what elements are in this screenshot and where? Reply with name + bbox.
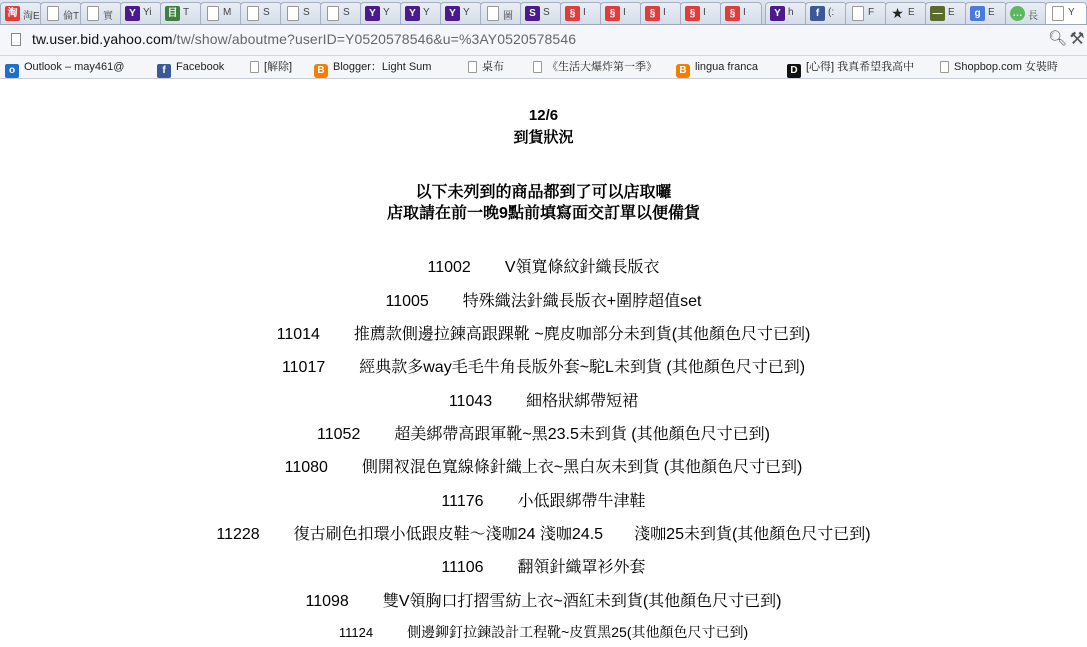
tab-label: Yi bbox=[143, 7, 152, 18]
outlook-icon: o bbox=[5, 64, 19, 78]
item-desc: 經典款多way毛毛牛角長版外套~駝L未到貨 (其他顏色尺寸已到) bbox=[359, 359, 806, 376]
browser-tab[interactable] bbox=[80, 2, 122, 24]
red-icon: § bbox=[685, 6, 700, 21]
bookmark-blogger[interactable] bbox=[314, 59, 431, 75]
item-code: 11080 bbox=[284, 459, 328, 476]
tab-label: F bbox=[868, 7, 875, 18]
tab-label: S bbox=[343, 7, 350, 18]
bookmark-label: 《生活大爆炸第一季》 bbox=[547, 61, 657, 73]
browser-tab[interactable] bbox=[680, 2, 722, 24]
list-item bbox=[0, 354, 1087, 377]
tab-label: h bbox=[788, 7, 794, 18]
tab-label: M bbox=[223, 7, 232, 18]
page-icon bbox=[11, 33, 21, 46]
browser-tab[interactable] bbox=[1005, 2, 1047, 24]
list-item bbox=[0, 521, 1087, 544]
blogger-icon: B bbox=[676, 64, 690, 78]
bookmarks-bar bbox=[0, 56, 1087, 79]
bookmark-label: Blogger：Light Sum bbox=[333, 61, 432, 73]
tab-label: I bbox=[663, 7, 666, 18]
tab-label: I bbox=[623, 7, 626, 18]
bookmark-blogger[interactable] bbox=[676, 59, 758, 75]
bookmark-label: Shopbop.com 女裝時 bbox=[954, 61, 1058, 73]
google-icon: g bbox=[970, 6, 985, 21]
wrench-icon[interactable]: ⚒ bbox=[1069, 29, 1085, 48]
item-code: 11005 bbox=[385, 293, 429, 310]
tab-label: Y bbox=[1068, 7, 1075, 18]
item-desc: 推薦款側邊拉鍊高跟踝靴 ~麂皮咖部分未到貨(其他顏色尺寸已到) bbox=[353, 326, 811, 343]
dark-icon: — bbox=[930, 6, 945, 21]
yahoo-icon: Y bbox=[770, 6, 785, 21]
browser-tab[interactable] bbox=[120, 2, 162, 24]
page-date: 12/6 bbox=[528, 107, 559, 124]
item-code: 11014 bbox=[276, 326, 320, 343]
tab-label: T bbox=[183, 7, 190, 18]
bookmark-item[interactable] bbox=[250, 59, 292, 75]
list-item bbox=[0, 588, 1087, 611]
bookmark-facebook[interactable] bbox=[157, 59, 224, 75]
browser-tab[interactable] bbox=[440, 2, 482, 24]
list-item bbox=[0, 488, 1087, 511]
page-icon bbox=[287, 6, 299, 21]
browser-tab[interactable] bbox=[0, 2, 42, 24]
wechat-icon: … bbox=[1010, 6, 1025, 21]
item-code: 11124 bbox=[338, 625, 374, 640]
bookmark-label: lingua franca bbox=[695, 61, 758, 73]
item-desc: 側邊鉚釘拉鍊設計工程靴~皮質黑25(其他顏色尺寸已到) bbox=[407, 624, 749, 640]
item-code: 11017 bbox=[281, 359, 326, 376]
bookmark-item[interactable] bbox=[940, 59, 1058, 75]
browser-tab[interactable] bbox=[240, 2, 282, 24]
tab-label: I bbox=[583, 7, 586, 18]
item-desc: 翻領針織罩衫外套 bbox=[517, 559, 646, 576]
browser-tab[interactable] bbox=[720, 2, 762, 24]
page-icon bbox=[487, 6, 499, 21]
tab-label: Y bbox=[383, 7, 390, 18]
address-bar bbox=[0, 25, 1087, 56]
list-item bbox=[0, 288, 1087, 311]
notice-line-2: 店取請在前一晚9點前填寫面交訂單以便備貨 bbox=[387, 205, 700, 222]
red-icon: § bbox=[605, 6, 620, 21]
browser-tab[interactable] bbox=[885, 2, 927, 24]
item-code: 11098 bbox=[305, 593, 349, 610]
star-icon: ★ bbox=[891, 5, 904, 21]
d-icon: D bbox=[787, 64, 801, 78]
facebook-icon: f bbox=[810, 6, 825, 21]
bookmark-item[interactable] bbox=[468, 59, 504, 75]
bookmark-item[interactable] bbox=[533, 59, 657, 75]
list-item bbox=[0, 454, 1087, 477]
item-desc: 超美綁帶高跟軍靴~黑23.5未到貨 (其他顏色尺寸已到) bbox=[394, 426, 770, 443]
page-icon bbox=[940, 61, 949, 73]
tab-label: 圖 bbox=[503, 11, 513, 22]
page-icon bbox=[87, 6, 99, 21]
item-desc: 小低跟綁帶牛津鞋 bbox=[517, 493, 646, 510]
list-item bbox=[0, 622, 1087, 642]
tab-label: Y bbox=[463, 7, 470, 18]
item-desc: 雙V領胸口打摺雪紡上衣~酒紅未到貨(其他顏色尺寸已到) bbox=[382, 593, 782, 610]
blogger-icon: B bbox=[314, 64, 328, 78]
url-host: tw.user.bid.yahoo.com bbox=[32, 31, 173, 47]
tab-label: I bbox=[743, 7, 746, 18]
page-title: 到貨狀況 bbox=[513, 129, 574, 146]
browser-tab[interactable] bbox=[640, 2, 682, 24]
browser-tab[interactable] bbox=[160, 2, 202, 24]
page-icon bbox=[247, 6, 259, 21]
tab-label: E bbox=[908, 7, 915, 18]
browser-tab[interactable] bbox=[845, 2, 887, 24]
page-content bbox=[0, 79, 1087, 647]
bookmark-label: [心得] 我真希望我高中 bbox=[806, 61, 915, 73]
browser-tab[interactable] bbox=[200, 2, 242, 24]
browser-tab[interactable] bbox=[320, 2, 362, 24]
yahoo-icon: S bbox=[525, 6, 540, 21]
browser-tab[interactable] bbox=[520, 2, 562, 24]
zoom-icon[interactable]: 🔍︎ bbox=[1048, 30, 1068, 47]
browser-tab[interactable] bbox=[765, 2, 807, 24]
item-code: 11228 bbox=[216, 526, 260, 543]
browser-tab[interactable] bbox=[600, 2, 642, 24]
item-code: 11106 bbox=[441, 559, 484, 576]
yahoo-icon: Y bbox=[445, 6, 460, 21]
browser-tab[interactable] bbox=[400, 2, 442, 24]
item-code: 11052 bbox=[317, 426, 361, 443]
tab-label: S bbox=[263, 7, 270, 18]
list-item bbox=[0, 388, 1087, 411]
page-icon bbox=[250, 61, 259, 73]
item-code: 11002 bbox=[427, 259, 471, 276]
page-icon bbox=[468, 61, 477, 73]
tab-label: 倫T bbox=[63, 11, 80, 22]
tab-label: 實 bbox=[103, 11, 113, 22]
item-desc: 細格狀綁帶短裙 bbox=[526, 393, 639, 410]
browser-tab[interactable] bbox=[480, 2, 522, 24]
yahoo-icon: Y bbox=[125, 6, 140, 21]
bookmark-label: Facebook bbox=[176, 61, 225, 73]
list-item bbox=[0, 421, 1087, 444]
tab-label: 淘E bbox=[23, 11, 40, 22]
yahoo-icon: Y bbox=[365, 6, 380, 21]
browser-tab[interactable] bbox=[965, 2, 1007, 24]
item-desc: V領寬條紋針織長版衣 bbox=[504, 259, 660, 276]
page-icon bbox=[533, 61, 542, 73]
tab-label: S bbox=[303, 7, 310, 18]
tab-label: S bbox=[543, 7, 550, 18]
taobao-icon: 淘 bbox=[5, 6, 20, 21]
red-icon: § bbox=[565, 6, 580, 21]
browser-tab[interactable] bbox=[280, 2, 322, 24]
browser-tab-active[interactable] bbox=[1045, 2, 1087, 24]
page-icon bbox=[327, 6, 339, 21]
bookmark-label: 桌布 bbox=[482, 61, 504, 73]
item-code: 11043 bbox=[448, 393, 493, 410]
item-code: 11176 bbox=[441, 493, 484, 510]
page-icon bbox=[47, 6, 59, 21]
tab-label: (: bbox=[828, 7, 835, 18]
url-path: /tw/show/aboutme?userID=Y0520578546&u=%3AY0520578546 bbox=[172, 31, 577, 47]
bookmark-item[interactable] bbox=[787, 59, 914, 75]
bookmark-outlook[interactable] bbox=[5, 59, 124, 75]
red-icon: § bbox=[725, 6, 740, 21]
bookmark-label: [解除] bbox=[264, 61, 293, 73]
tab-label: I bbox=[703, 7, 706, 18]
tab-label: 長 bbox=[1028, 11, 1038, 22]
item-desc: 特殊織法針織長版衣+圍脖超值set bbox=[462, 293, 702, 310]
browser-tab[interactable] bbox=[925, 2, 967, 24]
browser-tab[interactable] bbox=[40, 2, 82, 24]
list-item bbox=[0, 254, 1087, 277]
page-icon bbox=[207, 6, 219, 21]
browser-tab[interactable] bbox=[360, 2, 402, 24]
green-icon: 目 bbox=[165, 6, 180, 21]
page-icon bbox=[852, 6, 864, 21]
item-desc: 復古刷色扣環小低跟皮鞋～淺咖24 淺咖24.5 淺咖25未到貨(其他顏色尺寸已到) bbox=[293, 526, 871, 543]
red-icon: § bbox=[645, 6, 660, 21]
notice-line-1: 以下未列到的商品都到了可以店取囉 bbox=[415, 184, 672, 201]
tab-strip bbox=[0, 0, 1087, 25]
list-item bbox=[0, 554, 1087, 577]
tab-label: E bbox=[948, 7, 955, 18]
yahoo-icon: Y bbox=[405, 6, 420, 21]
browser-tab[interactable] bbox=[805, 2, 847, 24]
item-desc: 側開衩混色寬線條針織上衣~黑白灰未到貨 (其他顏色尺寸已到) bbox=[361, 459, 803, 476]
facebook-icon: f bbox=[157, 64, 171, 78]
page-icon bbox=[1052, 6, 1064, 21]
url-input[interactable] bbox=[32, 31, 576, 47]
browser-tab[interactable] bbox=[560, 2, 602, 24]
list-item bbox=[0, 321, 1087, 344]
tab-label: Y bbox=[423, 7, 430, 18]
bookmark-label: Outlook – may461@ bbox=[24, 61, 125, 73]
tab-label: E bbox=[988, 7, 995, 18]
